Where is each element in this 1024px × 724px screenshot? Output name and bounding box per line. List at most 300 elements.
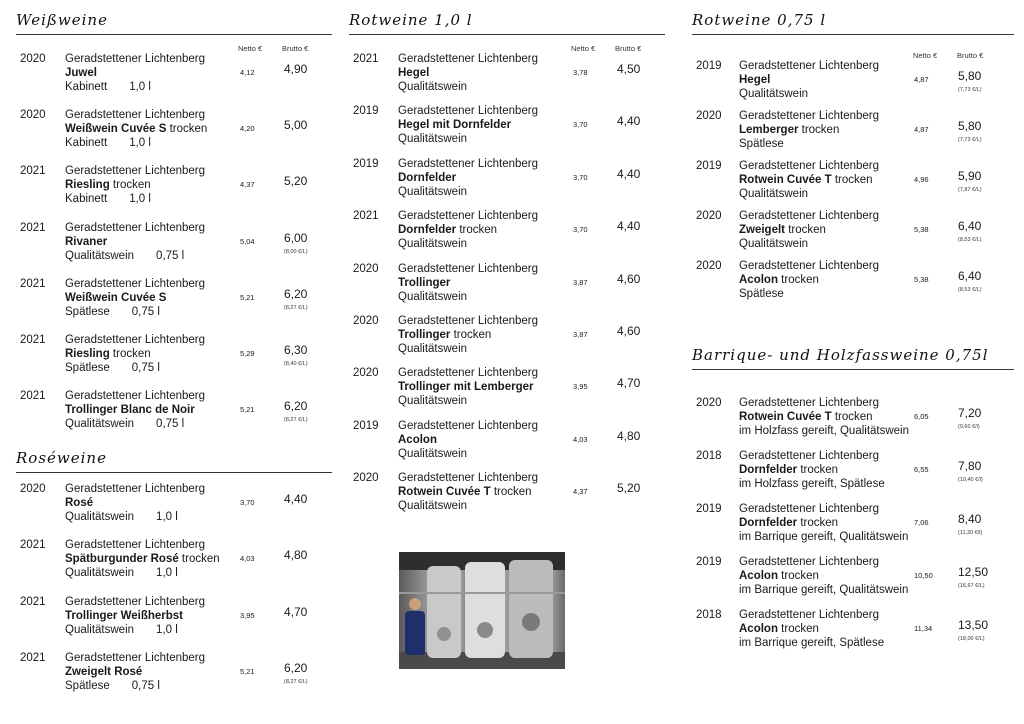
wine-quality (739, 238, 808, 250)
wine-item (16, 278, 332, 320)
wine-year: 2020 (353, 262, 379, 275)
wine-quality-label: Qualitätswein (739, 188, 809, 200)
unit-price: (11,20 €/l) (958, 530, 983, 536)
wine-volume: 0,75 l (156, 418, 185, 431)
brutto-price: 6,20 (284, 286, 308, 301)
netto-price: 10,50 (914, 571, 933, 580)
brutto-price: 4,40 (617, 166, 641, 181)
wine-item (692, 60, 1014, 102)
wine-variety: Trollinger Weißherbst (65, 609, 183, 622)
wine-item (349, 472, 665, 514)
wine-year: 2019 (353, 419, 379, 432)
wine-item (692, 556, 1014, 598)
wine-quality-label: Qualitätswein (398, 500, 468, 513)
brutto-header: Brutto € (957, 51, 984, 60)
wine-item (16, 596, 332, 638)
wine-quality-label: Kabinett (65, 81, 108, 93)
wine-year: 2020 (353, 472, 379, 485)
wine-volume: 0,75 l (131, 679, 160, 692)
section-title-barrique: Barrique- und Holzfassweine 0,75l (692, 346, 989, 364)
wine-variety: Riesling (65, 348, 110, 360)
wine-item (692, 609, 1014, 651)
brutto-price: 12,50 (958, 565, 989, 579)
wine-producer: Geradstettener Lichtenberg (398, 210, 539, 223)
wine-year: 2018 (696, 450, 722, 462)
wine-year: 2020 (353, 367, 379, 380)
wine-producer: Geradstettener Lichtenberg (739, 397, 880, 409)
brutto-price: 7,80 (958, 459, 982, 473)
wine-quality (65, 362, 160, 374)
wine-name (65, 348, 151, 360)
netto-price: 3,70 (573, 120, 588, 130)
netto-price: 5,21 (240, 292, 255, 302)
wine-item (349, 158, 665, 200)
wine-producer: Geradstettener Lichtenberg (398, 367, 539, 380)
brutto-price: 6,20 (284, 399, 308, 414)
wine-item (692, 397, 1014, 439)
wine-name (398, 67, 429, 79)
netto-header: Netto € (913, 51, 938, 60)
wine-year: 2021 (20, 539, 46, 552)
wine-item (692, 260, 1014, 302)
wine-quality-label: Qualitätswein (398, 343, 468, 355)
wine-style: trocken (798, 124, 840, 136)
netto-price: 3,70 (573, 172, 588, 182)
wine-quality (398, 133, 467, 145)
netto-price: 4,03 (573, 434, 588, 444)
wine-quality (739, 138, 784, 150)
netto-header: Netto € (571, 44, 596, 53)
wine-year: 2021 (20, 651, 46, 664)
wine-item (16, 165, 332, 207)
wine-name (739, 174, 873, 186)
wine-year: 2021 (20, 390, 46, 403)
brutto-price: 6,40 (958, 219, 982, 233)
wine-variety: Riesling (65, 179, 110, 192)
wine-quality (65, 567, 178, 579)
brutto-header: Brutto € (615, 44, 642, 53)
wine-name (739, 464, 838, 476)
wine-quality (739, 531, 908, 543)
wine-variety: Acolon (398, 433, 437, 446)
netto-price: 4,96 (914, 175, 929, 184)
wine-name (739, 124, 839, 136)
wine-producer: Geradstettener Lichtenberg (65, 221, 206, 234)
wine-volume: 0,75 l (156, 249, 185, 262)
wine-quality (65, 306, 160, 318)
wine-producer: Geradstettener Lichtenberg (65, 165, 206, 178)
wine-name (739, 224, 826, 236)
wine-producer: Geradstettener Lichtenberg (398, 419, 539, 432)
wine-year: 2020 (696, 260, 722, 272)
wine-year: 2021 (353, 53, 379, 65)
wine-variety: Hegel (739, 74, 771, 86)
wine-quality-label: Qualitätswein (739, 238, 809, 250)
wine-name (65, 179, 151, 191)
wine-item (349, 420, 665, 462)
wine-variety: Rotwein Cuvée T (739, 411, 832, 423)
netto-price: 11,34 (914, 624, 933, 633)
wine-variety: Hegel mit Dornfelder (398, 119, 512, 132)
wine-volume: 1,0 l (129, 81, 151, 93)
wine-producer: Geradstettener Lichtenberg (739, 556, 880, 568)
unit-price: (7,73 €/L) (958, 137, 982, 143)
cellar-photo (399, 552, 565, 669)
wine-producer: Geradstettener Lichtenberg (739, 60, 880, 72)
brutto-price: 5,80 (958, 69, 982, 83)
unit-price: (7,73 €/L) (958, 87, 982, 93)
wine-volume: 1,0 l (156, 623, 178, 636)
wine-item (349, 367, 665, 409)
wine-name (398, 329, 491, 341)
wine-producer: Geradstettener Lichtenberg (65, 277, 206, 290)
cellar-illustration (399, 552, 565, 669)
wine-year: 2020 (696, 110, 722, 122)
wine-variety: Dornfelder (739, 464, 798, 476)
wine-quality-label: Qualitätswein (65, 623, 135, 636)
wine-quality-label: im Holzfass gereift, Spätlese (739, 478, 885, 490)
brutto-price: 5,00 (284, 118, 308, 133)
wine-quality-label: Qualitätswein (398, 185, 468, 198)
brutto-price: 4,70 (284, 604, 308, 619)
wine-style: trocken (109, 348, 151, 360)
unit-price: (10,40 €/l) (958, 477, 983, 483)
wine-name (65, 123, 207, 135)
wine-style: trocken (831, 174, 873, 186)
wine-quality-label: Qualitätswein (398, 290, 468, 303)
netto-price: 3,87 (573, 277, 588, 287)
netto-price: 3,95 (573, 382, 588, 392)
wine-producer: Geradstettener Lichtenberg (398, 157, 539, 170)
wine-name (65, 666, 142, 678)
wine-quality-label: im Barrique gereift, Qualitätswein (739, 531, 909, 543)
wine-name (739, 623, 819, 635)
netto-price: 5,38 (914, 225, 929, 234)
wine-producer: Geradstettener Lichtenberg (65, 53, 206, 65)
wine-year: 2021 (353, 210, 379, 223)
wine-quality (739, 478, 885, 490)
wine-producer: Geradstettener Lichtenberg (739, 160, 880, 172)
unit-price: (8,53 €/L) (958, 287, 982, 293)
section-title-weissweine: Weißweine (16, 11, 108, 29)
wine-style: trocken (178, 553, 220, 566)
brutto-price: 5,20 (284, 174, 308, 189)
wine-quality (65, 680, 160, 692)
brutto-price: 4,40 (617, 219, 641, 234)
brutto-header: Brutto € (282, 44, 309, 53)
wine-quality-label: Qualitätswein (398, 133, 468, 146)
section-title-roseweine: Roséweine (16, 449, 107, 467)
wine-name (398, 434, 437, 446)
unit-price: (8,27 €/L) (284, 417, 308, 424)
wine-item (16, 483, 332, 525)
wine-quality (65, 418, 184, 430)
unit-price: (7,87 €/L) (958, 187, 982, 193)
wine-style: trocken (166, 123, 208, 136)
wine-quality (65, 137, 151, 149)
wine-name (65, 404, 195, 416)
wine-variety: Trollinger mit Lemberger (398, 381, 534, 394)
wine-variety: Zweigelt Rosé (65, 665, 143, 678)
wine-quality (398, 500, 467, 512)
wine-quality (739, 288, 784, 300)
wine-quality (398, 81, 467, 93)
netto-price: 4,37 (240, 180, 255, 190)
wine-quality-label: Qualitätswein (65, 567, 135, 580)
brutto-price: 5,20 (617, 481, 641, 496)
wine-quality-label: Qualitätswein (398, 238, 468, 251)
wine-item (16, 390, 332, 432)
netto-price: 5,38 (914, 275, 929, 284)
unit-price: (9,60 €/l) (958, 424, 980, 430)
wine-producer: Geradstettener Lichtenberg (65, 390, 206, 403)
wine-volume: 1,0 l (129, 137, 151, 150)
wine-item (349, 210, 665, 252)
wine-style: trocken (456, 224, 498, 237)
wine-style: trocken (777, 570, 819, 582)
unit-price: (8,27 €/L) (284, 678, 308, 685)
wine-year: 2021 (20, 165, 46, 178)
wine-year: 2018 (696, 609, 722, 621)
wine-quality-label: Qualitätswein (398, 395, 468, 408)
wine-quality-label: Spätlese (65, 305, 110, 318)
wine-item (349, 105, 665, 147)
wine-variety: Rotwein Cuvée T (398, 486, 491, 499)
unit-price: (8,00 €/L) (284, 248, 308, 255)
wine-year: 2019 (696, 503, 722, 515)
brutto-price: 6,40 (958, 269, 982, 283)
wine-quality-label: im Barrique gereift, Spätlese (739, 637, 885, 649)
wine-quality (398, 238, 467, 250)
wine-item (349, 315, 665, 357)
unit-price: (16,67 €/L) (958, 583, 985, 589)
unit-price: (8,27 €/L) (284, 304, 308, 311)
wine-name (739, 74, 770, 86)
wine-volume: 1,0 l (156, 511, 178, 523)
wine-item (692, 503, 1014, 545)
wine-volume: 1,0 l (129, 193, 151, 206)
wine-producer: Geradstettener Lichtenberg (739, 450, 880, 462)
wine-style: trocken (785, 224, 826, 236)
wine-quality (739, 637, 884, 649)
wine-year: 2019 (696, 556, 722, 568)
brutto-price: 4,70 (617, 376, 641, 391)
wine-style: trocken (490, 486, 532, 499)
brutto-price: 4,80 (617, 428, 641, 443)
netto-price: 5,29 (240, 349, 255, 358)
unit-price: (8,40 €/L) (284, 361, 308, 367)
wine-item (692, 160, 1014, 202)
netto-price: 3,70 (573, 225, 588, 235)
wine-style: trocken (797, 517, 839, 529)
wine-producer: Geradstettener Lichtenberg (739, 210, 880, 222)
wine-year: 2020 (20, 483, 46, 495)
wine-name (65, 497, 93, 509)
wine-variety: Weißwein Cuvée S (65, 291, 167, 304)
wine-style: trocken (450, 329, 492, 341)
wine-volume: 0,75 l (131, 362, 160, 374)
section-rule (692, 34, 1014, 35)
netto-price: 5,21 (240, 666, 255, 676)
wine-year: 2020 (696, 397, 722, 409)
wine-quality (65, 624, 178, 636)
wine-quality-label: Spätlese (65, 362, 110, 374)
wine-style: trocken (831, 411, 873, 423)
wine-producer: Geradstettener Lichtenberg (65, 334, 206, 346)
wine-quality (739, 188, 808, 200)
brutto-price: 4,60 (617, 271, 641, 286)
wine-variety: Hegel (398, 67, 430, 79)
brutto-price: 5,80 (958, 119, 982, 133)
wine-item (692, 210, 1014, 252)
wine-producer: Geradstettener Lichtenberg (65, 595, 206, 608)
wine-year: 2020 (353, 315, 379, 327)
netto-price: 5,04 (240, 236, 255, 246)
brutto-price: 5,90 (958, 169, 982, 183)
wine-name (398, 277, 450, 289)
wine-item (16, 53, 332, 95)
wine-year: 2019 (696, 60, 722, 72)
wine-name (398, 486, 532, 498)
wine-producer: Geradstettener Lichtenberg (398, 472, 539, 485)
wine-quality (398, 291, 467, 303)
brutto-price: 4,40 (617, 114, 641, 129)
wine-year: 2021 (20, 595, 46, 608)
wine-volume: 0,75 l (131, 305, 160, 318)
wine-producer: Geradstettener Lichtenberg (739, 609, 880, 621)
wine-quality (65, 193, 151, 205)
wine-producer: Geradstettener Lichtenberg (65, 109, 206, 122)
netto-price: 3,70 (240, 498, 255, 507)
wine-quality (65, 250, 184, 262)
section-rule (16, 34, 332, 35)
wine-year: 2019 (353, 157, 379, 170)
section-rule (692, 369, 1014, 370)
wine-quality-label: Spätlese (65, 679, 110, 692)
brutto-price: 4,90 (284, 62, 308, 76)
netto-price: 3,95 (240, 610, 255, 620)
section-title-rotweine-1l: Rotweine 1,0 l (349, 11, 473, 29)
wine-item (16, 334, 332, 376)
wine-quality-label: Spätlese (739, 288, 784, 300)
netto-price: 4,03 (240, 554, 255, 564)
wine-year: 2019 (696, 160, 722, 172)
wine-year: 2021 (20, 277, 46, 290)
wine-item (16, 109, 332, 151)
wine-variety: Rosé (65, 497, 94, 509)
wine-quality-label: Qualitätswein (65, 418, 135, 431)
wine-quality-label: Qualitätswein (65, 249, 135, 262)
wine-variety: Zweigelt (739, 224, 786, 236)
section-title-rotweine-075: Rotweine 0,75 l (692, 11, 827, 29)
wine-year: 2020 (696, 210, 722, 222)
netto-price: 3,87 (573, 330, 588, 339)
wine-quality-label: Qualitätswein (65, 511, 135, 523)
wine-variety: Dornfelder (739, 517, 798, 529)
wine-quality (398, 448, 467, 460)
wine-quality-label: im Holzfass gereift, Qualitätswein (739, 425, 910, 437)
wine-variety: Dornfelder (398, 224, 457, 237)
wine-style: trocken (777, 623, 819, 635)
wine-name (65, 610, 183, 622)
wine-variety: Trollinger Blanc de Noir (65, 404, 195, 417)
wine-item (16, 222, 332, 264)
wine-variety: Weißwein Cuvée S (65, 123, 167, 136)
brutto-price: 4,60 (617, 324, 641, 338)
wine-style: trocken (777, 274, 819, 286)
wine-item (692, 450, 1014, 492)
brutto-price: 13,50 (958, 618, 989, 632)
wine-quality-label: im Barrique gereift, Qualitätswein (739, 584, 909, 596)
wine-name (739, 274, 819, 286)
wine-producer: Geradstettener Lichtenberg (739, 503, 880, 515)
netto-price: 6,55 (914, 465, 929, 474)
brutto-price: 6,30 (284, 343, 308, 357)
unit-price: (8,53 €/L) (958, 237, 982, 243)
wine-variety: Trollinger (398, 329, 451, 341)
wine-producer: Geradstettener Lichtenberg (398, 105, 539, 118)
wine-item (16, 652, 332, 694)
netto-price: 5,21 (240, 405, 255, 415)
wine-quality (398, 186, 467, 198)
brutto-price: 4,50 (617, 62, 641, 76)
brutto-price: 4,80 (284, 548, 308, 563)
wine-name (65, 292, 166, 304)
wine-name (65, 553, 220, 565)
wine-year: 2020 (20, 53, 46, 65)
wine-producer: Geradstettener Lichtenberg (65, 539, 206, 552)
wine-producer: Geradstettener Lichtenberg (398, 53, 539, 65)
wine-variety: Acolon (739, 570, 778, 582)
brutto-price: 7,20 (958, 406, 982, 420)
wine-year: 2021 (20, 334, 46, 346)
wine-variety: Dornfelder (398, 171, 457, 184)
wine-name (739, 570, 819, 582)
wine-variety: Acolon (739, 274, 778, 286)
netto-price: 4,87 (914, 125, 929, 134)
wine-style: trocken (109, 179, 151, 192)
wine-quality (65, 511, 178, 523)
brutto-price: 6,20 (284, 660, 308, 675)
wine-item (349, 53, 665, 95)
wine-item (349, 263, 665, 305)
wine-variety: Acolon (739, 623, 778, 635)
netto-price: 4,37 (573, 487, 588, 497)
netto-price: 7,06 (914, 518, 929, 527)
wine-producer: Geradstettener Lichtenberg (398, 262, 539, 275)
wine-volume: 1,0 l (156, 567, 178, 580)
wine-quality (739, 425, 909, 437)
wine-item (692, 110, 1014, 152)
netto-price: 4,12 (240, 68, 255, 77)
wine-variety: Juwel (65, 67, 97, 79)
unit-price: (18,00 €/L) (958, 636, 985, 642)
wine-name (398, 119, 511, 131)
wine-producer: Geradstettener Lichtenberg (65, 483, 206, 495)
wine-variety: Trollinger (398, 276, 451, 289)
wine-variety: Rivaner (65, 235, 108, 248)
wine-producer: Geradstettener Lichtenberg (65, 651, 206, 664)
brutto-price: 6,00 (284, 230, 308, 245)
wine-name (398, 381, 533, 393)
wine-variety: Spätburgunder Rosé (65, 553, 179, 566)
wine-quality (739, 584, 908, 596)
wine-quality (398, 395, 467, 407)
wine-name (739, 517, 838, 529)
netto-price: 3,78 (573, 68, 588, 77)
brutto-price: 4,40 (284, 492, 308, 506)
wine-producer: Geradstettener Lichtenberg (739, 110, 880, 122)
